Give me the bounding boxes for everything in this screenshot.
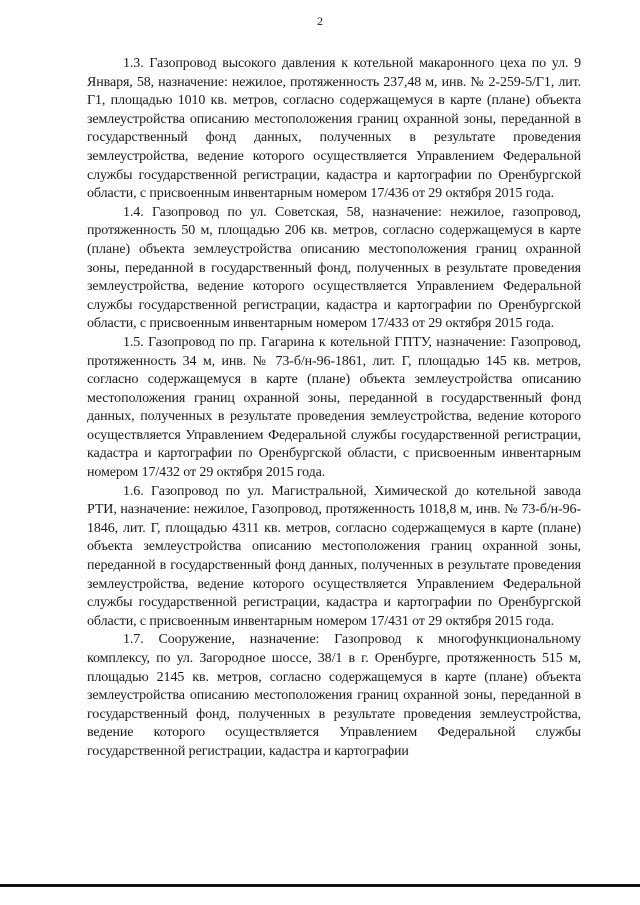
- paragraph-1-4: 1.4. Газопровод по ул. Советская, 58, назначение: нежилое, газопровод, протяженность 50 м, площадью 206 кв. метров, согласно содержащемуся в карте (плане) объекта землеустройства описанию местоположения границ охранной зоны, переданной в государственный фонд, полученных в результате проведения землеустройства, ведение которого осуществляется Управлением Федеральной службы государственной регистрации, кадастра и картографии по Оренбургской области, с присвоенным инвентарным номером 17/433 от 29 октября 2015 года.: [87, 204, 581, 332]
- paragraph-1-3: 1.3. Газопровод высокого давления к котельной макаронного цеха по ул. 9 Января, 58, назначение: нежилое, протяженность 237,48 м, инв. № 2-259-5/Г1, лит. Г1, площадью 1010 кв. метров, согласно содержащемуся в карте (плане) объекта землеустройства описанию местоположения границ охранной зоны, переданной в государственный фонд данных, полученных в результате проведения землеустройства, ведение которого осуществляется Управлением Федеральной службы государственной регистрации, кадастра и картографии по Оренбургской области, с присвоенным инвентарным номером 17/436 от 29 октября 2015 года.: [87, 56, 581, 202]
- paragraph-1-6: 1.6. Газопровод по ул. Магистральной, Химической до котельной завода РТИ, назначение: нежилое, Газопровод, протяженность 1018,8 м, инв. № 73-б/н-96-1846, лит. Г, площадью 4311 кв. метров, согласно содержащемуся в карте (плане) объекта землеустройства описанию местоположения границ охранной зоны, переданной в государственный фонд данных, полученных в результате проведения землеустройства, ведение которого осуществляется Управлением Федеральной службы государственной регистрации, кадастра и картографии по Оренбургской области, с присвоенным инвентарным номером 17/431 от 29 октября 2015 года.: [87, 483, 581, 629]
- bottom-scan-border: [0, 884, 640, 887]
- paragraph-1-5: 1.5. Газопровод по пр. Гагарина к котельной ГПТУ, назначение: Газопровод, протяженность 34 м, инв. № 73-б/н-96-1861, лит. Г, площадью 145 кв. метров, согласно содержащемуся в карте (плане) объекта землеустройства описанию местоположения границ охранной зоны, переданной в государственный фонд данных, полученных в результате проведения землеустройства, ведение которого осуществляется Управлением Федеральной службы государственной регистрации, кадастра и картографии по Оренбургской области, с присвоенным инвентарным номером 17/432 от 29 октября 2015 года.: [87, 334, 581, 481]
- paragraph-1-7: 1.7. Сооружение, назначение: Газопровод к многофункциональному комплексу, по ул. Загородное шоссе, 38/1 в г. Оренбурге, протяженность 515 м, площадью 2145 кв. метров, согласно содержащемуся в карте (плане) объекта землеустройства описанию местоположения границ охранной зоны, переданной в государственный фонд, полученных в результате проведения землеустройства, ведение которого осуществляется Управлением Федеральной службы государственной регистрации, кадастра и картографии: [87, 632, 581, 759]
- document-body: [87, 55, 581, 762]
- page-number: 2: [317, 14, 323, 28]
